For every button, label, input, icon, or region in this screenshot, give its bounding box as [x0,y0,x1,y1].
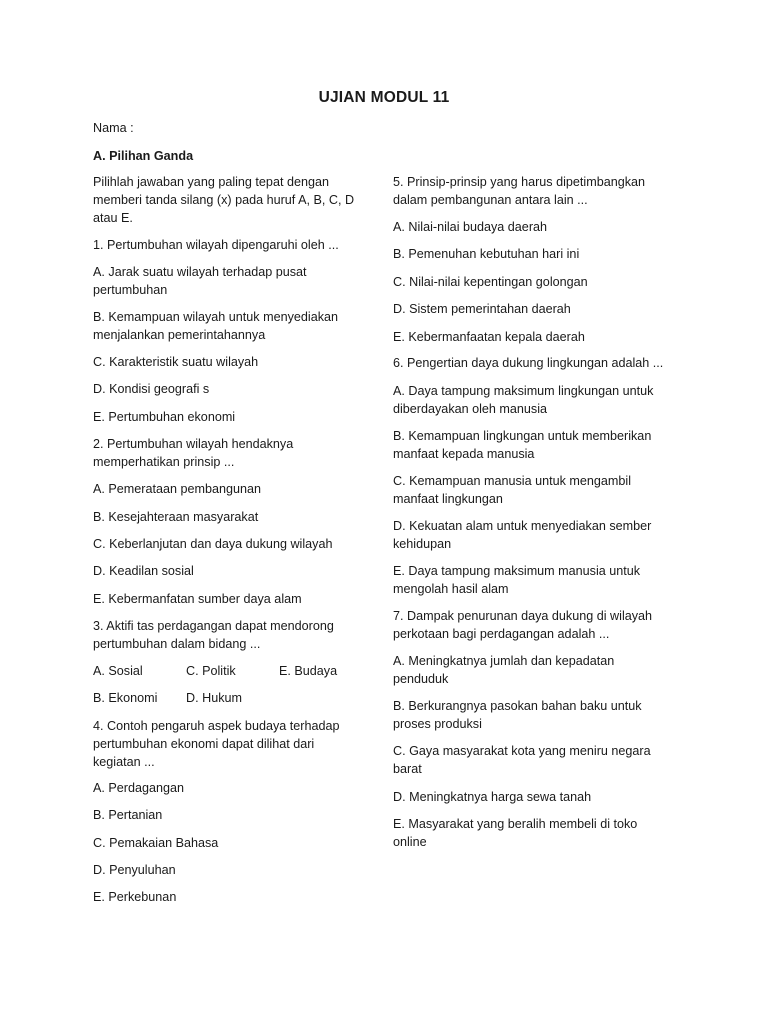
q1-option-d: D. Kondisi geografi s [93,382,210,396]
q6-option-a: A. Daya tampung maksimum lingkungan untuk [393,384,654,398]
q6-option-a-cont: diberdayakan oleh manusia [393,402,548,416]
q3-option-c: C. Politik [186,664,236,678]
q3-option-b: B. Ekonomi [93,691,158,705]
q4-option-e: E. Perkebunan [93,890,177,904]
q2-option-c: C. Keberlanjutan dan daya dukung wilayah [93,537,333,551]
q6-option-d-cont: kehidupan [393,537,452,551]
q6-option-c-cont: manfaat lingkungan [393,492,503,506]
question-4-cont: kegiatan ... [93,755,155,769]
question-5-cont: dalam pembangunan antara lain ... [393,193,588,207]
q5-option-a: A. Nilai-nilai budaya daerah [393,220,548,234]
question-7: 7. Dampak penurunan daya dukung di wilayah [393,609,653,623]
q4-option-b: B. Pertanian [93,808,163,822]
q7-option-d: D. Meningkatnya harga sewa tanah [393,790,592,804]
question-5: 5. Prinsip-prinsip yang harus dipetimbangkan [393,175,646,189]
question-4-cont: pertumbuhan ekonomi dapat dilihat dari [93,737,315,751]
q7-option-e: E. Masyarakat yang beralih membeli di toko [393,817,638,831]
q5-option-c: C. Nilai-nilai kepentingan golongan [393,275,588,289]
q4-option-d: D. Penyuluhan [93,863,176,877]
q3-option-a: A. Sosial [93,664,143,678]
q6-option-c: C. Kemampuan manusia untuk mengambil [393,474,632,488]
q1-option-b-cont: menjalankan pemerintahannya [93,328,266,342]
q2-option-d: D. Keadilan sosial [93,564,194,578]
q6-option-b-cont: manfaat kepada manusia [393,447,535,461]
q2-option-b: B. Kesejahteraan masyarakat [93,510,259,524]
instruction-line: atau E. [93,211,133,225]
question-3: 3. Aktifi tas perdagangan dapat mendorong [93,619,334,633]
q3-option-e: E. Budaya [279,664,338,678]
q7-option-a-cont: penduduk [393,672,449,686]
q7-option-c: C. Gaya masyarakat kota yang meniru negara [393,744,651,758]
question-2: 2. Pertumbuhan wilayah hendaknya [93,437,294,451]
name-label: Nama : [93,121,134,135]
question-3-cont: pertumbuhan dalam bidang ... [93,637,261,651]
q1-option-e: E. Pertumbuhan ekonomi [93,410,236,424]
instruction-line: memberi tanda silang (x) pada huruf A, B, C, D [93,193,355,207]
q4-option-c: C. Pemakaian Bahasa [93,836,219,850]
q1-option-b: B. Kemampuan wilayah untuk menyediakan [93,310,339,324]
q1-option-a: A. Jarak suatu wilayah terhadap pusat [93,265,307,279]
q7-option-a: A. Meningkatnya jumlah dan kepadatan [393,654,615,668]
instruction-line: Pilihlah jawaban yang paling tepat dengan [93,175,329,189]
page-title: UJIAN MODUL 11 [318,89,450,106]
q5-option-d: D. Sistem pemerintahan daerah [393,302,571,316]
q6-option-d: D. Kekuatan alam untuk menyediakan sember [393,519,652,533]
q1-option-c: C. Karakteristik suatu wilayah [93,355,259,369]
q7-option-b: B. Berkurangnya pasokan bahan baku untuk [393,699,642,713]
q7-option-c-cont: barat [393,762,422,776]
section-heading: A. Pilihan Ganda [93,149,194,163]
q2-option-a: A. Pemerataan pembangunan [93,482,262,496]
q7-option-b-cont: proses produksi [393,717,482,731]
question-7-cont: perkotaan bagi perdagangan adalah ... [393,627,610,641]
q6-option-e: E. Daya tampung maksimum manusia untuk [393,564,641,578]
q4-option-a: A. Perdagangan [93,781,185,795]
q3-option-d: D. Hukum [186,691,242,705]
question-4: 4. Contoh pengaruh aspek budaya terhadap [93,719,340,733]
q6-option-e-cont: mengolah hasil alam [393,582,509,596]
q2-option-e: E. Kebermanfatan sumber daya alam [93,592,302,606]
question-2-cont: memperhatikan prinsip ... [93,455,235,469]
q5-option-e: E. Kebermanfaatan kepala daerah [393,330,585,344]
q6-option-b: B. Kemampuan lingkungan untuk memberikan [393,429,652,443]
q5-option-b: B. Pemenuhan kebutuhan hari ini [393,247,580,261]
question-6: 6. Pengertian daya dukung lingkungan adalah ... [393,356,664,370]
q1-option-a-cont: pertumbuhan [93,283,168,297]
question-1: 1. Pertumbuhan wilayah dipengaruhi oleh ... [93,238,339,252]
q7-option-e-cont: online [393,835,427,849]
